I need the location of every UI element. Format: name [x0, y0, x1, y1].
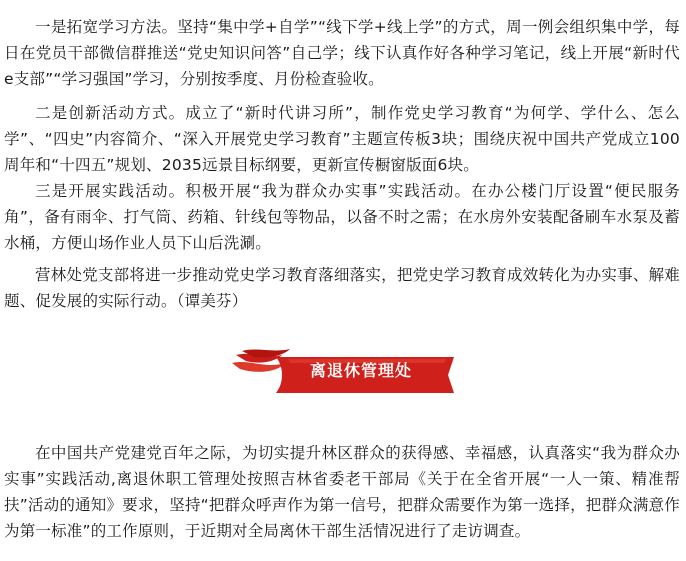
section-paragraph-1: 在中国共产党建党百年之际，为切实提升林区群众的获得感、幸福感，认真落实“我为群众办实事”实践活动,离退休职工管理处按照吉林省委老干部局《关于在全省开展“一人一策、精准帮扶”活动的通知》要求，坚持“把群众呼声作为第一信号，把群众需要作为第一选择，把群众满意作为第一标准”的工作原则，于近期对全局离休干部生活情况进行了走访调查。 [4, 444, 680, 540]
article-paragraph-4: 营林处党支部将进一步推动党史学习教育落细落实，把党史学习教育成效转化为办实事、解难题、促发展的实际行动。（谭美芬） [4, 266, 680, 310]
article-paragraph-3: 三是开展实践活动。积极开展“我为群众办实事”实践活动。在办公楼门厅设置“便民服务角”，备有雨伞、打气筒、药箱、针线包等物品，以备不时之需；在水房外安装配备刷车水泵及蓄水桶，方便山场作业人员下山后洗涮。 [4, 182, 680, 252]
section-banner [232, 349, 454, 393]
article-paragraph-1: 一是拓宽学习方法。坚持“集中学+自学”“线下学+线上学”的方式，周一例会组织集中学，每日在党员干部微信群推送“党史知识问答”自己学；线下认真作好各种学习笔记，线上开展“新时代e支部”“学习强国”学习，分别按季度、月份检查验收。 [4, 18, 680, 88]
article-paragraph-2: 二是创新活动方式。成立了“新时代讲习所”，制作党史学习教育“为何学、学什么、怎么学”、“四史”内容简介、“深入开展党史学习教育”主题宣传板3块；围绕庆祝中国共产党成立100周年和“十四五”规划、2035远景目标纲要，更新宣传橱窗版面6块。 [4, 104, 680, 174]
section-title: 离退休管理处 [309, 361, 412, 380]
